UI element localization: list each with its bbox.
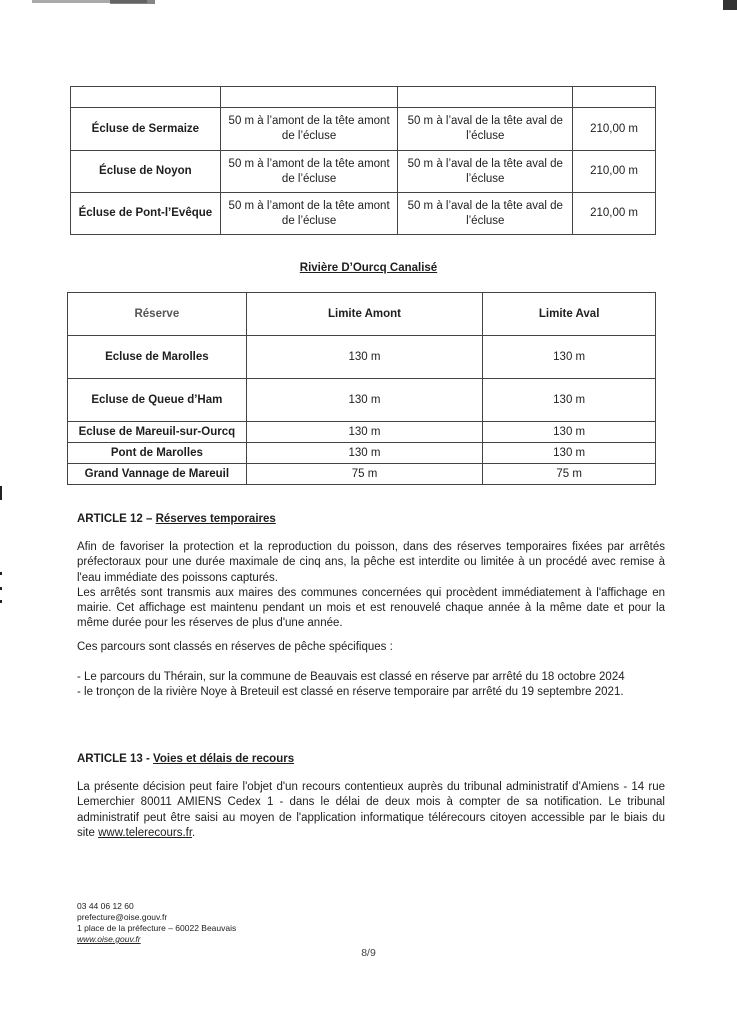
- limite-aval: 130 m: [483, 422, 656, 443]
- table-header-row: [68, 293, 656, 336]
- scan-artifact: [0, 600, 2, 603]
- limite-amont: 130 m: [246, 422, 483, 443]
- table-row: [68, 464, 656, 485]
- scan-artifact: [0, 587, 2, 590]
- limite-amont: 50 m à l’amont de la tête amont de l’écluse: [220, 108, 398, 151]
- table-row: [68, 379, 656, 422]
- table-row: [71, 193, 656, 235]
- article-title: Réserves temporaires: [155, 513, 276, 525]
- limite-amont: 130 m: [246, 336, 483, 379]
- limite-aval: 130 m: [483, 443, 656, 464]
- list-item: - Le parcours du Thérain, sur la commune de Beauvais est classé en réserve par arrêté du 18 octobre 2024: [77, 671, 625, 683]
- header-reserve: Réserve: [68, 293, 247, 336]
- scan-artifact: [723, 0, 737, 10]
- table-row: [68, 422, 656, 443]
- footer-contact: [77, 901, 236, 945]
- paragraph: La présente décision peut faire l'objet d'un recours contentieux auprès du tribunal administratif d'Amiens - 14 rue Lemerchier 80011 AMIENS Cedex 1 - dans le délai de deux mois à compter de sa notification. Le tribunal administratif peut être saisi au moyen de l'application informatique télérecours citoyen accessible par le biais du site: [77, 781, 665, 839]
- header-limite-aval: Limite Aval: [483, 293, 656, 336]
- scan-artifact: [0, 486, 2, 500]
- article-12-list-intro: Ces parcours sont classés en réserves de pêche spécifiques :: [77, 641, 393, 653]
- article-12-body: [77, 540, 665, 632]
- reserve-name: Pont de Marolles: [68, 443, 247, 464]
- reserve-name: Ecluse de Marolles: [68, 336, 247, 379]
- header-cell: [398, 87, 573, 108]
- scan-artifact: [0, 572, 2, 575]
- limite-amont: 130 m: [246, 443, 483, 464]
- header-cell: [71, 87, 221, 108]
- reserve-name: Ecluse de Queue d’Ham: [68, 379, 247, 422]
- header-cell: [573, 87, 656, 108]
- page-number: 8/9: [361, 947, 376, 959]
- limite-aval: 50 m à l’aval de la tête aval de l’écluse: [398, 151, 573, 193]
- article-13-body: [77, 780, 665, 841]
- footer-address: 1 place de la préfecture – 60022 Beauvais: [77, 923, 237, 933]
- article-12-heading: [77, 513, 276, 525]
- limite-aval: 130 m: [483, 379, 656, 422]
- paragraph: Les arrêtés sont transmis aux maires des communes concernées qui procèdent immédiatement à l'affichage en mairie. Cet affichage est maintenu pendant un mois et est renouvelé chaque année à la même date et pour la même durée pour les réserves de plus d'une année.: [77, 586, 665, 630]
- article-13-heading: [77, 753, 294, 765]
- limite-aval: 50 m à l’aval de la tête aval de l’écluse: [398, 108, 573, 151]
- header-limite-amont: Limite Amont: [246, 293, 483, 336]
- article-label: ARTICLE 13 -: [77, 753, 154, 765]
- limite-amont: 50 m à l’amont de la tête amont de l’écluse: [220, 193, 398, 235]
- reserve-name: Écluse de Sermaize: [71, 108, 221, 151]
- reserve-name: Ecluse de Mareuil-sur-Ourcq: [68, 422, 247, 443]
- punctuation: .: [192, 826, 196, 839]
- longueur: 210,00 m: [573, 193, 656, 235]
- reserve-name: Écluse de Pont-l’Evêque: [71, 193, 221, 235]
- longueur: 210,00 m: [573, 151, 656, 193]
- limite-amont: 50 m à l’amont de la tête amont de l’écluse: [220, 151, 398, 193]
- limite-aval: 75 m: [483, 464, 656, 485]
- reserves-table-ecluses: [70, 86, 656, 235]
- footer-website-link[interactable]: www.oise.gouv.fr: [77, 934, 141, 944]
- table-header-row: [71, 87, 656, 108]
- article-12-list: [77, 670, 665, 701]
- list-item: - le tronçon de la rivière Noye à Breteuil est classé en réserve temporaire par arrêté du 19 septembre 2021.: [77, 686, 624, 699]
- limite-aval: 130 m: [483, 336, 656, 379]
- table-row: [68, 443, 656, 464]
- table-row: [71, 151, 656, 193]
- limite-amont: 130 m: [246, 379, 483, 422]
- longueur: 210,00 m: [573, 108, 656, 151]
- footer-email[interactable]: prefecture@oise.gouv.fr: [77, 912, 168, 922]
- telerecours-link[interactable]: www.telerecours.fr: [98, 826, 193, 839]
- article-title: Voies et délais de recours: [153, 753, 295, 765]
- paragraph: Afin de favoriser la protection et la reproduction du poisson, dans des réserves temporaires fixées par arrêtés préfectoraux pour une durée maximale de cinq ans, la pêche est interdite ou limitée à un procédé avec remise à l'eau immédiate des poissons capturés.: [77, 541, 665, 584]
- reserve-name: Écluse de Noyon: [71, 151, 221, 193]
- reserves-table-ourcq: [67, 292, 656, 485]
- limite-aval: 50 m à l’aval de la tête aval de l’écluse: [398, 193, 573, 235]
- scan-artifact: [110, 0, 155, 4]
- section-title: Rivière D’Ourcq Canalisé: [299, 262, 438, 274]
- footer-phone: 03 44 06 12 60: [77, 901, 134, 911]
- table-row: [71, 108, 656, 151]
- article-label: ARTICLE 12 –: [77, 513, 156, 525]
- reserve-name: Grand Vannage de Mareuil: [68, 464, 247, 485]
- table-row: [68, 336, 656, 379]
- limite-amont: 75 m: [246, 464, 483, 485]
- header-cell: [220, 87, 398, 108]
